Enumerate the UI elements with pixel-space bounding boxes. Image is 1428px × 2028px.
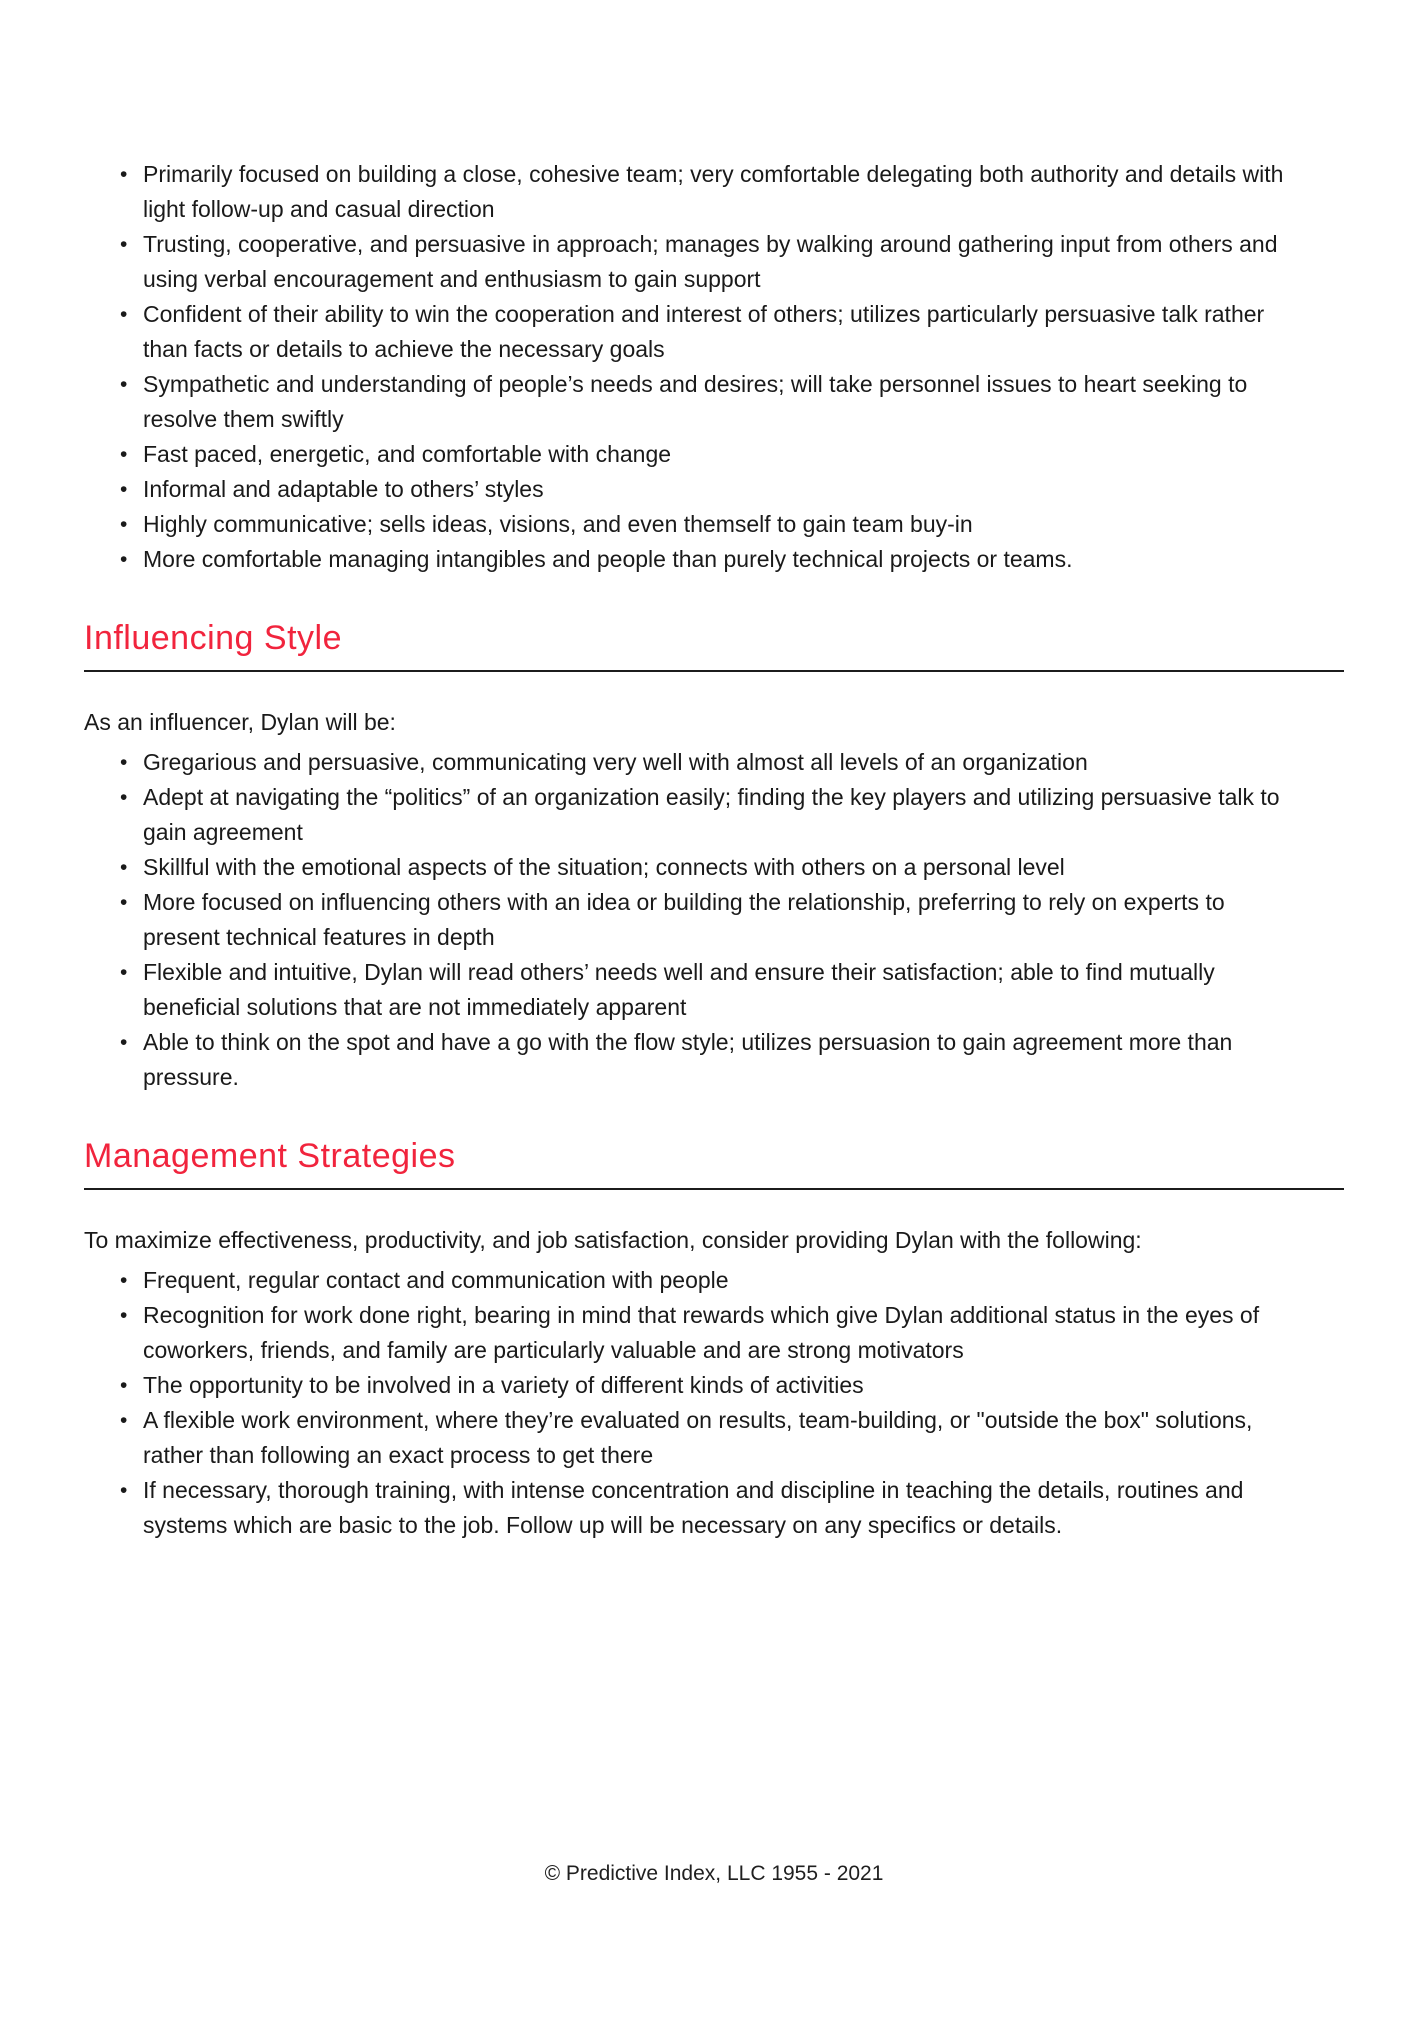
- list-item-text: A flexible work environment, where they’re evaluated on results, team-building, or "outside the box" solutions, rather than following an exact process to get there: [143, 1407, 1253, 1468]
- bullet-icon: •: [120, 751, 128, 774]
- section-divider: [84, 1188, 1344, 1190]
- section-management-strategies: [84, 1135, 1344, 1543]
- list-item-text: Skillful with the emotional aspects of the situation; connects with others on a personal level: [143, 854, 1065, 880]
- list-item-text: Primarily focused on building a close, cohesive team; very comfortable delegating both authority and details with light follow-up and casual direction: [143, 161, 1284, 222]
- list-item-text: Gregarious and persuasive, communicating very well with almost all levels of an organization: [143, 749, 1088, 775]
- list-item-text: Able to think on the spot and have a go with the flow style; utilizes persuasion to gain agreement more than pressure.: [143, 1029, 1233, 1090]
- list-item: [84, 1403, 1344, 1473]
- bullet-icon: •: [120, 513, 128, 536]
- list-item-text: Adept at navigating the “politics” of an organization easily; finding the key players and utilizing persuasive talk to gain agreement: [143, 784, 1280, 845]
- bullet-icon: •: [120, 373, 128, 396]
- list-item-text: If necessary, thorough training, with intense concentration and discipline in teaching the details, routines and systems which are basic to the job. Follow up will be necessary on any specifics or details.: [143, 1477, 1244, 1538]
- list-item-text: Trusting, cooperative, and persuasive in approach; manages by walking around gathering input from others and using verbal encouragement and enthusiasm to gain support: [143, 231, 1278, 292]
- list-item: [84, 157, 1344, 227]
- list-item: [84, 227, 1344, 297]
- copyright-text: © Predictive Index, LLC 1955 - 2021: [544, 1862, 884, 1885]
- bullet-icon: •: [120, 891, 128, 914]
- list-item: [84, 1298, 1344, 1368]
- bullet-icon: •: [120, 856, 128, 879]
- list-item-text: More focused on influencing others with an idea or building the relationship, preferring to rely on experts to present technical features in depth: [143, 889, 1225, 950]
- document-page: [84, 0, 1344, 1888]
- bullet-icon: •: [120, 1269, 128, 1292]
- section-influencing-style: [84, 617, 1344, 1095]
- list-item-text: The opportunity to be involved in a variety of different kinds of activities: [143, 1372, 864, 1398]
- list-item: [84, 542, 1344, 577]
- section-title: Influencing Style: [84, 619, 342, 657]
- bullet-icon: •: [120, 163, 128, 186]
- list-item-text: Frequent, regular contact and communication with people: [143, 1267, 729, 1293]
- list-item: [84, 745, 1344, 780]
- bullet-icon: •: [120, 1479, 128, 1502]
- bullet-icon: •: [120, 961, 128, 984]
- list-item-text: Flexible and intuitive, Dylan will read others’ needs well and ensure their satisfaction; able to find mutually beneficial solutions that are not immediately apparent: [143, 959, 1215, 1020]
- list-item: [84, 1368, 1344, 1403]
- section-divider: [84, 670, 1344, 672]
- continued-bullet-list: [84, 157, 1344, 577]
- list-item: [84, 850, 1344, 885]
- bullet-list: [84, 745, 1344, 1095]
- bullet-icon: •: [120, 1374, 128, 1397]
- copyright-footer: [84, 1860, 1344, 1888]
- bullet-icon: •: [120, 1304, 128, 1327]
- list-item-text: Highly communicative; sells ideas, visions, and even themself to gain team buy-in: [143, 511, 973, 537]
- section-title: Management Strategies: [84, 1137, 456, 1175]
- list-item: [84, 507, 1344, 542]
- bullet-icon: •: [120, 1031, 128, 1054]
- section-intro: To maximize effectiveness, productivity, and job satisfaction, consider providing Dylan with the following:: [84, 1227, 1142, 1253]
- list-item-text: Informal and adaptable to others’ styles: [143, 476, 544, 502]
- bullet-icon: •: [120, 443, 128, 466]
- list-item-text: Fast paced, energetic, and comfortable with change: [143, 441, 672, 467]
- bullet-icon: •: [120, 233, 128, 256]
- bullet-icon: •: [120, 1409, 128, 1432]
- list-item: [84, 1473, 1344, 1543]
- list-item: [84, 437, 1344, 472]
- list-item: [84, 885, 1344, 955]
- list-item-text: Sympathetic and understanding of people’s needs and desires; will take personnel issues to heart seeking to resolve them swiftly: [143, 371, 1248, 432]
- bullet-icon: •: [120, 478, 128, 501]
- list-item: [84, 297, 1344, 367]
- list-item: [84, 1263, 1344, 1298]
- bullet-icon: •: [120, 786, 128, 809]
- bullet-icon: •: [120, 548, 128, 571]
- bullet-icon: •: [120, 303, 128, 326]
- list-item: [84, 367, 1344, 437]
- list-item: [84, 472, 1344, 507]
- list-item: [84, 780, 1344, 850]
- section-intro: As an influencer, Dylan will be:: [84, 709, 396, 735]
- list-item-text: Recognition for work done right, bearing in mind that rewards which give Dylan additional status in the eyes of coworkers, friends, and family are particularly valuable and are strong motivators: [143, 1302, 1260, 1363]
- bullet-list: [84, 1263, 1344, 1543]
- list-item-text: Confident of their ability to win the cooperation and interest of others; utilizes particularly persuasive talk rather than facts or details to achieve the necessary goals: [143, 301, 1265, 362]
- list-item-text: More comfortable managing intangibles and people than purely technical projects or teams.: [143, 546, 1073, 572]
- list-item: [84, 955, 1344, 1025]
- list-item: [84, 1025, 1344, 1095]
